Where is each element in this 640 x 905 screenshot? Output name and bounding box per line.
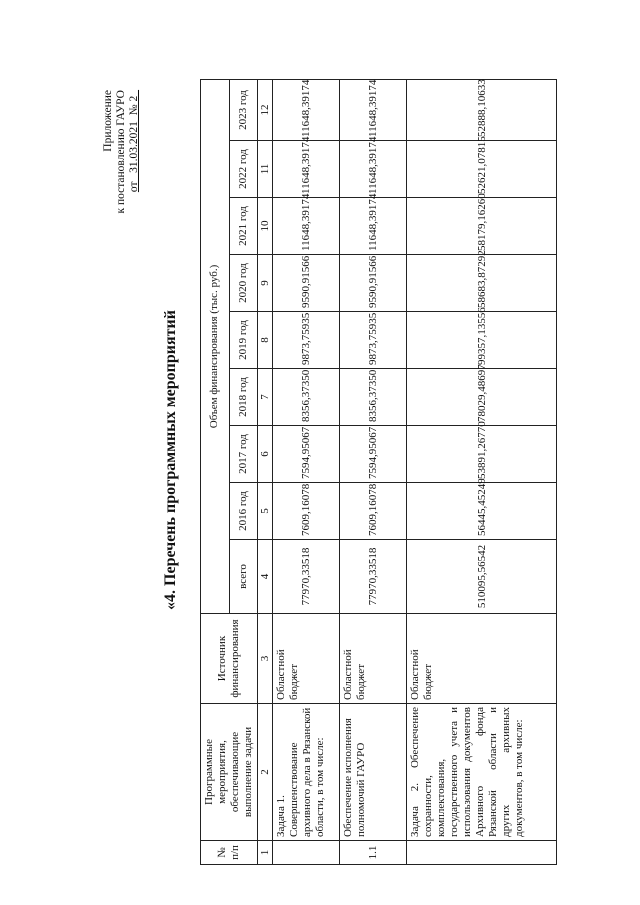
year-value: 99357,13556 [407, 312, 557, 369]
year-value: 7609,16078 [273, 483, 340, 540]
year-value: 8356,37350 [273, 369, 340, 426]
header-year: 2021 год [229, 198, 258, 255]
column-number: 6 [258, 426, 273, 483]
column-number: 1 [258, 841, 273, 865]
total-cell: 77970,33518 [273, 540, 340, 614]
header-num: № п/п [201, 841, 258, 865]
source-cell: Областной бюджет [340, 614, 407, 704]
year-value: 52888,10633 [407, 79, 557, 140]
column-number: 4 [258, 540, 273, 614]
year-value: 9873,75935 [340, 312, 407, 369]
column-number: 12 [258, 79, 273, 140]
year-value: 7594,95067 [273, 426, 340, 483]
year-value: 9590,91566 [340, 255, 407, 312]
header-year: 2018 год [229, 369, 258, 426]
year-value: 7609,16078 [340, 483, 407, 540]
header-year: 2022 год [229, 141, 258, 198]
source-cell: Областной бюджет [273, 614, 340, 704]
year-value: 7594,95067 [340, 426, 407, 483]
year-value: 52621,07815 [407, 141, 557, 198]
year-value: 53891,26770 [407, 426, 557, 483]
year-value: 58179,16260 [407, 198, 557, 255]
column-number: 2 [258, 704, 273, 841]
column-number: 5 [258, 483, 273, 540]
header-source: Источник финансирования [201, 614, 258, 704]
row-number: 1.1 [340, 841, 407, 865]
appendix-note [102, 90, 141, 350]
column-number: 3 [258, 614, 273, 704]
column-number: 11 [258, 141, 273, 198]
year-value: 9590,91566 [273, 255, 340, 312]
header-total: всего [229, 540, 258, 614]
row-number [407, 841, 557, 865]
activity-cell: Обеспечение исполнения полномочий ГАУРО [340, 704, 407, 841]
year-value: 11648,39174 [340, 79, 407, 140]
row-number [273, 841, 340, 865]
year-value: 11648,39174 [340, 141, 407, 198]
year-value: 11648,39174 [340, 198, 407, 255]
header-funding: Объем финансирования (тыс. руб.) [201, 79, 230, 613]
activity-cell: Задача 1. Совершенствование архивного дела в Рязанской области, в том числе: [273, 704, 340, 841]
year-value: 56445,45249 [407, 483, 557, 540]
table-row [273, 79, 340, 864]
column-number: 7 [258, 369, 273, 426]
header-year: 2019 год [229, 312, 258, 369]
year-value: 11648,39174 [273, 79, 340, 140]
table-row [340, 79, 407, 864]
column-number: 8 [258, 312, 273, 369]
table-row [407, 79, 557, 864]
column-number: 9 [258, 255, 273, 312]
activity-cell: Задача 2. Обеспечение сохранности, комплектования, государственного учета и использования документов Архивного фонда Рязанской области и других архивных документов, в том числе: [407, 704, 557, 841]
column-number-row [258, 79, 273, 864]
appendix-line: Приложение [102, 90, 114, 152]
header-activity: Программные мероприятия, обеспечивающие выполнение задачи [201, 704, 258, 841]
year-value: 11648,39174 [273, 141, 340, 198]
total-cell: 77970,33518 [340, 540, 407, 614]
header-year: 2023 год [229, 79, 258, 140]
header-year: 2020 год [229, 255, 258, 312]
appendix-line: к постановлению ГАУРО [115, 90, 127, 214]
source-cell: Областной бюджет [407, 614, 557, 704]
year-value: 11648,39174 [273, 198, 340, 255]
year-value: 78029,48697 [407, 369, 557, 426]
program-activities-table [200, 79, 557, 865]
rotated-page [100, 45, 640, 875]
appendix-date-line: от _31.03.2021_№ 2_ [128, 90, 140, 193]
year-value: 9873,75935 [273, 312, 340, 369]
total-cell: 510095,56542 [407, 540, 557, 614]
section-title: «4. Перечень программных мероприятий [162, 310, 179, 610]
header-year: 2017 год [229, 426, 258, 483]
column-number: 10 [258, 198, 273, 255]
year-value: 8356,37350 [340, 369, 407, 426]
header-year: 2016 год [229, 483, 258, 540]
year-value: 58683,87292 [407, 255, 557, 312]
